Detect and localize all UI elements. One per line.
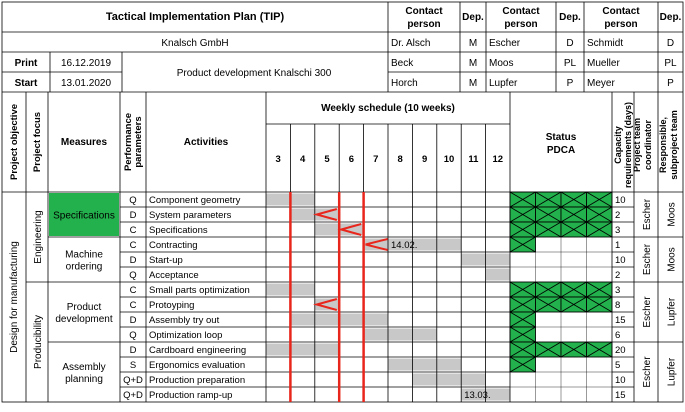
capacity-value: 10	[615, 195, 626, 206]
focus-header: Project focus	[32, 111, 43, 173]
contact-dep: P	[566, 78, 574, 89]
contact-dep: P	[667, 78, 674, 89]
dep-header-1: Dep.	[462, 12, 484, 23]
week-label: 8	[397, 154, 403, 165]
activity-name: Start-up	[149, 255, 183, 266]
week-label: 9	[421, 154, 428, 165]
schedule-header: Weekly schedule (10 weeks)	[321, 103, 455, 114]
project-name: Product development Knalschi 300	[176, 68, 332, 79]
performance-value: C	[129, 285, 137, 296]
activity-name: System parameters	[149, 210, 232, 221]
responsible-label: Moos	[666, 202, 678, 227]
week-label: 4	[299, 154, 306, 165]
due-date: 14.02.	[391, 240, 418, 251]
coordinator-label: Escher	[642, 296, 653, 328]
capacity-value: 6	[615, 330, 621, 341]
performance-value: Q+D	[123, 375, 143, 386]
contact-name: Horch	[391, 78, 418, 89]
contact-header-2-line2: person	[504, 19, 538, 30]
coordinator-label: Escher	[642, 356, 653, 388]
week-label: 12	[492, 154, 504, 165]
capacity-value: 15	[615, 390, 626, 401]
schedule-bar	[266, 344, 339, 356]
activity-name: Component geometry	[149, 195, 241, 206]
measure-label: Specifications	[53, 210, 115, 222]
capacity-value: 15	[615, 315, 626, 326]
contact-dep: D	[666, 38, 675, 49]
due-date: 13.03.	[464, 390, 491, 401]
activity-name: Small parts optimization	[149, 285, 250, 296]
contact-header-3: Contact	[602, 6, 640, 17]
status-header: Status	[545, 132, 577, 143]
performance-value: Q	[129, 270, 137, 281]
start-label: Start	[14, 78, 38, 89]
schedule-bar	[364, 329, 437, 341]
activity-name: Acceptance	[149, 270, 199, 281]
capacity-value: 10	[615, 255, 626, 266]
responsible-header: Responsible,	[658, 116, 668, 174]
contact-name: Mueller	[587, 58, 620, 69]
performance-value: C	[129, 240, 137, 251]
capacity-value: 3	[615, 285, 621, 296]
measures-header: Measures	[60, 137, 108, 148]
capacity-value: 3	[615, 225, 621, 236]
performance-header-line2: parameters	[133, 116, 144, 168]
objective-header: Project objective	[9, 103, 20, 181]
coordinator-label: Escher	[642, 198, 653, 231]
focus-label: Engineering	[33, 210, 44, 264]
dep-header-3: Dep.	[659, 12, 682, 23]
contact-header-1-line2: person	[407, 19, 441, 30]
activity-name: Production ramp-up	[149, 390, 233, 401]
measure-label-line2: ordering	[65, 261, 103, 273]
schedule-bar	[412, 374, 485, 386]
capacity-value: 5	[615, 360, 621, 371]
performance-header: Performance	[123, 112, 134, 172]
contact-header-2: Contact	[502, 6, 540, 17]
measure-label-line2: planning	[65, 374, 103, 385]
week-label: 10	[443, 154, 455, 165]
responsible-label: Moos	[666, 247, 678, 272]
contact-dep: M	[468, 58, 478, 69]
week-label: 5	[324, 154, 330, 165]
capacity-value: 2	[615, 210, 621, 221]
activities-header: Activities	[183, 137, 229, 148]
capacity-value: 8	[615, 300, 621, 311]
activity-name: Specifications	[149, 225, 208, 236]
capacity-value: 20	[615, 345, 626, 356]
activity-name: Optimization loop	[149, 330, 223, 341]
activity-name: Production preparation	[149, 375, 246, 386]
performance-value: Q+D	[123, 390, 143, 401]
start-date: 13.01.2020	[60, 78, 112, 89]
status-header-line2: PDCA	[546, 145, 576, 156]
responsible-label: Lupfer	[666, 297, 678, 327]
capacity-value: 2	[615, 270, 621, 281]
company-name: Knalsch GmbH	[161, 38, 229, 49]
contact-dep: M	[468, 38, 478, 49]
measure-label: Machine	[65, 249, 103, 261]
print-date: 16.12.2019	[60, 58, 112, 69]
capacity-header-line2: requirements (days)	[623, 101, 633, 189]
activity-name: Contracting	[149, 240, 198, 251]
contact-dep: PL	[563, 58, 577, 69]
contact-name: Escher	[489, 38, 521, 49]
week-label: 11	[468, 154, 479, 165]
measure-label: Product	[66, 302, 102, 313]
objective-label: Design for manufacturing	[9, 241, 20, 353]
contact-name: Schmidt	[587, 38, 624, 49]
contact-header-1: Contact	[405, 6, 443, 17]
contact-dep: M	[468, 78, 478, 89]
week-label: 6	[348, 154, 355, 165]
measure-label-line2: development	[55, 314, 113, 325]
contact-name: Lupfer	[489, 78, 518, 89]
activity-name: Protoyping	[149, 300, 195, 311]
performance-value: C	[129, 300, 137, 311]
coordinator-header: Project team	[632, 117, 642, 173]
schedule-bar	[486, 269, 510, 281]
contact-header-3-line2: person	[604, 19, 638, 30]
week-label: 7	[373, 154, 379, 165]
responsible-label: Lupfer	[666, 357, 678, 387]
contact-name: Meyer	[587, 78, 615, 89]
capacity-value: 1	[615, 240, 621, 251]
focus-label: Producibility	[33, 315, 44, 369]
coordinator-header-line2: coordinator	[643, 119, 653, 171]
plan-title: Tactical Implementation Plan (TIP)	[105, 11, 285, 23]
coordinator-label: Escher	[642, 243, 653, 276]
schedule-bar	[388, 359, 461, 371]
performance-value: D	[129, 210, 137, 221]
performance-value: Q	[129, 195, 137, 206]
dep-header-2: Dep.	[559, 12, 581, 23]
contact-name: Beck	[391, 58, 414, 69]
responsible-header-line2: subproject team	[669, 110, 679, 180]
activity-name: Cardboard engineering	[149, 345, 247, 356]
performance-value: C	[129, 225, 137, 236]
measure-label: Assembly	[62, 362, 106, 373]
contact-dep: D	[566, 38, 574, 49]
contact-name: Dr. Alsch	[391, 38, 431, 49]
performance-value: D	[129, 315, 137, 326]
contact-name: Moos	[489, 58, 514, 69]
capacity-header: Capacity	[613, 126, 623, 164]
print-label: Print	[14, 58, 38, 69]
activity-name: Ergonomics evaluation	[149, 360, 246, 371]
week-label: 3	[275, 154, 281, 165]
capacity-value: 10	[615, 375, 626, 386]
performance-value: S	[129, 360, 137, 371]
performance-value: Q	[129, 330, 137, 341]
performance-value: D	[129, 345, 137, 356]
performance-value: D	[129, 255, 137, 266]
activity-name: Assembly try out	[149, 315, 220, 326]
contact-dep: PL	[664, 58, 677, 69]
